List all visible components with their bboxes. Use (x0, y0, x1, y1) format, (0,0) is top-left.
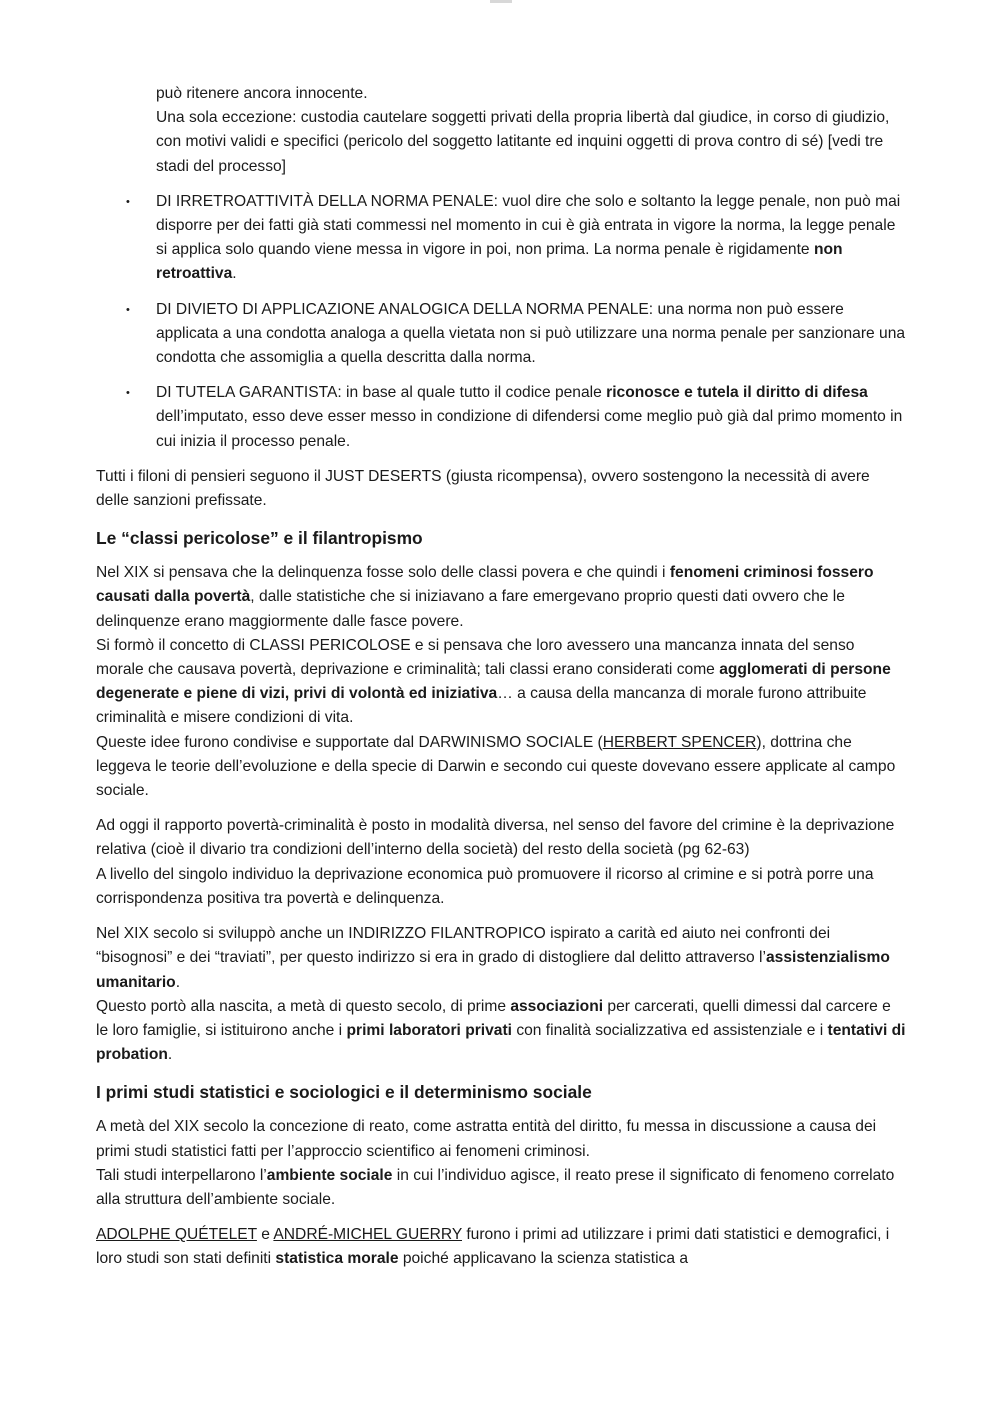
bullet-icon: • (126, 195, 130, 208)
principles-list (96, 190, 906, 454)
just-deserts-paragraph: Tutti i filoni di pensieri seguono il JUST DESERTS (giusta ricompensa), ovvero sostengono la necessità di avere delle sanzioni prefissate. (96, 467, 870, 510)
list-item: • DI IRRETROATTIVITÀ DELLA NORMA PENALE: vuol dire che solo e soltanto la legge penale, non può mai disporre per dei fatti già stati commessi nel momento in cui è già entrata in vigore la norma, la legge penale si applica solo quando viene messa in vigore in poi, non prima. La norma penale è rigidamente non retroattiva. (96, 190, 906, 287)
list-item: • DI TUTELA GARANTISTA: in base al quale tutto il codice penale riconosce e tutela il diritto di difesa dell’imputato, esso deve esser messo in condizione di difendersi come meglio può già dal primo momento in cui inizia il processo penale. (96, 381, 906, 454)
document-page (96, 82, 906, 1272)
paragraph-deprivation: Ad oggi il rapporto povertà-criminalità è posto in modalità diversa, nel senso del favore del crimine è la deprivazione relativa (cioè il divario tra condizioni dell’interno della società) del resto della società (pg 62-63) A livello del singolo individuo la deprivazione economica può promuovere il ricorso al crimine e si potrà porre una corrispondenza positiva tra povertà e delinquenza. (96, 817, 895, 907)
bullet-icon: • (126, 387, 130, 400)
paragraph-poverty: Nel XIX si pensava che la delinquenza fosse solo delle classi povera e che quindi i fenomeni criminosi fossero causati dalla povertà, dalle statistiche che si iniziavano a fare emergevano proprio questi dati ovvero che le delinquenze erano maggiormente dalle fasce povere. Si formò il concetto di CLASSI PERICOLOSE e si pensava che loro avessero una mancanza innata del senso morale che causava povertà, deprivazione e criminalità; tali classi erano considerati come agglomerati di persone degenerate e piene di vizi, privi di volontà ed iniziativa… a causa della mancanza di morale furono attribuite criminalità e misere condizioni di vita. Queste idee furono condivise e supportate dal DARWINISMO SOCIALE (HERBERT SPENCER), dottrina che leggeva le teorie dell’evoluzione e della specie di Darwin e secondo cui queste dovevano essere applicate al campo sociale. (96, 564, 896, 800)
intro-line-1: può ritenere ancora innocente. (156, 85, 368, 102)
intro-line-2: Una sola eccezione: custodia cautelare soggetti privati della propria libertà dal giudice, in corso di giudizio, con motivi validi e specifici (pericolo del soggetto latitante ed inquini oggetti di prova contro di sé) [vedi tre stadi del processo] (156, 109, 890, 175)
paragraph-quetelet-guerry: ADOLPHE QUÉTELET e ANDRÉ-MICHEL GUERRY furono i primi ad utilizzare i primi dati statistici e demografici, i loro studi son stati definiti statistica morale poiché applicavano la scienza statistica a (96, 1226, 890, 1268)
guerry-link: ANDRÉ-MICHEL GUERRY (273, 1226, 462, 1244)
section-heading-classi-pericolose: Le “classi pericolose” e il filantropismo (96, 528, 423, 549)
section-heading-statistical-studies: I primi studi statistici e sociologici e il determinismo sociale (96, 1082, 592, 1103)
page-top-mark (490, 0, 512, 3)
bullet-icon: • (126, 303, 130, 316)
herbert-spencer-link: HERBERT SPENCER (602, 733, 757, 751)
intro-continuation (96, 82, 906, 179)
quetelet-link: ADOLPHE QUÉTELET (96, 1226, 257, 1244)
paragraph-statistical-studies: A metà del XIX secolo la concezione di reato, come astratta entità del diritto, fu messa in discussione a causa dei primi studi statistici fatti per l’approccio scientifico ai fenomeni criminosi. Tali studi interpellarono l’ambiente sociale in cui l’individuo agisce, il reato prese il significato di fenomeno correlato alla struttura dell’ambiente sociale. (96, 1118, 895, 1208)
list-item: • DI DIVIETO DI APPLICAZIONE ANALOGICA DELLA NORMA PENALE: una norma non può essere applicata a una condotta analoga a quella vietata non si può utilizzare una norma penale per sanzionare una condotta che assomiglia a quella descritta dalla norma. (96, 298, 906, 371)
paragraph-philanthropy: Nel XIX secolo si sviluppò anche un INDIRIZZO FILANTROPICO ispirato a carità ed aiuto nei confronti dei “bisognosi” e dei “traviati”, per questo indirizzo si era in grado di distogliere dal delitto attraverso l’assistenzialismo umanitario. Questo portò alla nascita, a metà di questo secolo, di prime associazioni per carcerati, quelli dimessi dal carcere e le loro famiglie, si istituirono anche i primi laboratori privati con finalità socializzativa ed assistenziale e i tentativi di probation. (96, 925, 906, 1064)
